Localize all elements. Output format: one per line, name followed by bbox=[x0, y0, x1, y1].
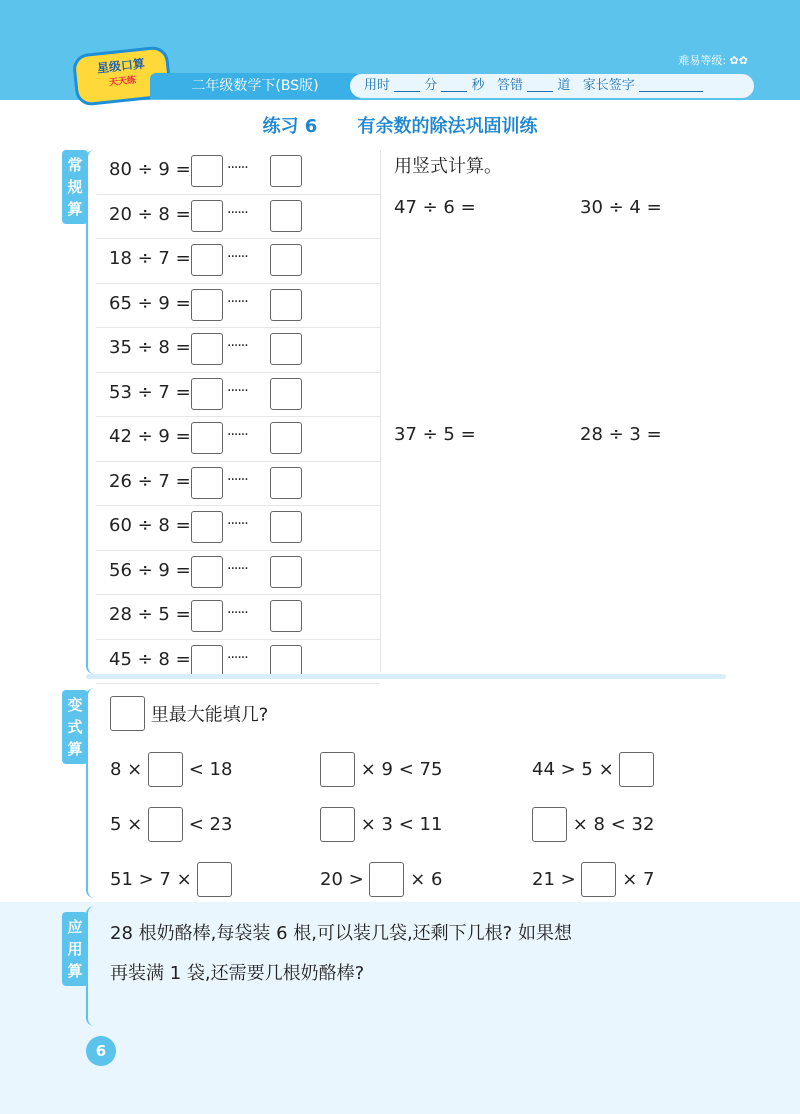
remainder-dots: ······ bbox=[227, 516, 248, 532]
sample-box bbox=[110, 696, 145, 731]
inequality-item bbox=[110, 752, 232, 787]
calc-row bbox=[96, 462, 380, 507]
calc-expression: 80 ÷ 9 = bbox=[109, 159, 191, 180]
quotient-box[interactable] bbox=[191, 155, 223, 187]
parent-sign-blank[interactable] bbox=[639, 79, 703, 92]
inequality-item bbox=[110, 807, 232, 842]
vertical-problem: 37 ÷ 5 = bbox=[394, 424, 476, 445]
section-bracket-applied bbox=[86, 906, 98, 1026]
inequality-item bbox=[320, 807, 442, 842]
quotient-box[interactable] bbox=[191, 556, 223, 588]
inequality-right: × 3 < 11 bbox=[360, 814, 443, 835]
answer-box[interactable] bbox=[369, 862, 404, 897]
remainder-dots: ······ bbox=[227, 560, 248, 577]
quotient-box[interactable] bbox=[191, 244, 223, 276]
remainder-box[interactable] bbox=[270, 422, 302, 454]
inequality-left: 20 > bbox=[320, 869, 364, 890]
inequality-item bbox=[532, 807, 654, 842]
inequality-right: × 7 bbox=[622, 869, 655, 890]
inequality-right: × 9 < 75 bbox=[360, 759, 443, 780]
minutes-label: 分 bbox=[424, 78, 438, 93]
calc-expression: 45 ÷ 8 = bbox=[109, 648, 191, 670]
remainder-box[interactable] bbox=[270, 200, 302, 232]
remainder-box[interactable] bbox=[270, 511, 302, 543]
inequality-right: < 23 bbox=[188, 814, 233, 835]
calc-row bbox=[96, 506, 380, 551]
remainder-box[interactable] bbox=[270, 244, 302, 276]
inequality-left: 51 > 7 × bbox=[110, 869, 192, 890]
inequality-item bbox=[110, 862, 232, 897]
word-problem bbox=[110, 914, 730, 994]
quotient-box[interactable] bbox=[191, 511, 223, 543]
inequality-right: < 18 bbox=[188, 759, 233, 780]
seconds-blank[interactable] bbox=[441, 79, 467, 92]
remainder-box[interactable] bbox=[270, 333, 302, 365]
calc-row bbox=[96, 595, 380, 640]
seconds-label: 秒 bbox=[471, 78, 485, 93]
remainder-dots: ······ bbox=[227, 204, 248, 221]
answer-box[interactable] bbox=[532, 807, 567, 842]
answer-box[interactable] bbox=[197, 862, 232, 897]
calc-expression: 60 ÷ 8 = bbox=[109, 515, 191, 536]
remainder-box[interactable] bbox=[270, 155, 302, 187]
inequality-left: 5 × bbox=[110, 814, 143, 835]
answer-box[interactable] bbox=[619, 752, 654, 787]
calc-row bbox=[96, 373, 380, 418]
inequality-left: 21 > bbox=[532, 869, 576, 890]
vertical-problem: 47 ÷ 6 = bbox=[394, 197, 476, 218]
remainder-dots: ······ bbox=[227, 605, 248, 621]
quotient-box[interactable] bbox=[191, 289, 223, 321]
remainder-dots: ······ bbox=[227, 160, 248, 176]
remainder-dots: ······ bbox=[227, 293, 248, 310]
page-title bbox=[0, 112, 800, 138]
difficulty-rating: 难易等级: ✿✿ bbox=[678, 54, 748, 67]
section-separator bbox=[86, 674, 726, 679]
exercise-topic: 有余数的除法巩固训练 bbox=[357, 116, 538, 137]
inequality-left: 44 > 5 × bbox=[532, 759, 614, 780]
section-label-applied: 应用算 bbox=[62, 912, 88, 986]
vertical-problem: 28 ÷ 3 = bbox=[580, 424, 662, 445]
answer-box[interactable] bbox=[148, 752, 183, 787]
remainder-box[interactable] bbox=[270, 378, 302, 410]
quotient-box[interactable] bbox=[191, 378, 223, 410]
remainder-dots: ······ bbox=[227, 249, 248, 265]
vertical-problem: 30 ÷ 4 = bbox=[580, 197, 662, 218]
exercise-number: 练习 6 bbox=[262, 116, 318, 137]
wrong-label: 答错 bbox=[497, 78, 524, 93]
grade-label: 二年级数学下(BS版) bbox=[150, 73, 360, 99]
inequality-right: × 8 < 32 bbox=[572, 814, 655, 835]
calc-row bbox=[96, 551, 380, 596]
calc-row bbox=[96, 328, 380, 373]
item-label: 道 bbox=[557, 78, 571, 93]
inequality-right: × 6 bbox=[410, 869, 443, 890]
quotient-box[interactable] bbox=[191, 333, 223, 365]
section-label-routine: 常规算 bbox=[62, 150, 88, 224]
calc-expression: 65 ÷ 9 = bbox=[109, 292, 191, 314]
inequality-item bbox=[320, 862, 442, 897]
quotient-box[interactable] bbox=[191, 600, 223, 632]
remainder-dots: ······ bbox=[227, 471, 248, 488]
quotient-box[interactable] bbox=[191, 645, 223, 677]
calc-row bbox=[96, 417, 380, 462]
inequality-item bbox=[532, 862, 654, 897]
inequality-item bbox=[532, 752, 654, 787]
answer-box[interactable] bbox=[320, 807, 355, 842]
inequality-item bbox=[320, 752, 442, 787]
section-bracket-variant bbox=[86, 688, 98, 898]
calc-expression: 42 ÷ 9 = bbox=[109, 426, 191, 447]
quotient-box[interactable] bbox=[191, 200, 223, 232]
answer-box[interactable] bbox=[320, 752, 355, 787]
inequality-left: 8 × bbox=[110, 759, 143, 780]
word-problem-line: 28 根奶酪棒,每袋装 6 根,可以装几袋,还剩下几根? 如果想 bbox=[110, 923, 572, 944]
calc-expression: 53 ÷ 7 = bbox=[109, 381, 191, 403]
page-number: 6 bbox=[86, 1036, 116, 1066]
calc-expression: 26 ÷ 7 = bbox=[109, 470, 191, 492]
answer-box[interactable] bbox=[148, 807, 183, 842]
quotient-box[interactable] bbox=[191, 467, 223, 499]
routine-list bbox=[96, 150, 380, 684]
quotient-box[interactable] bbox=[191, 422, 223, 454]
remainder-dots: ······ bbox=[227, 338, 248, 354]
remainder-dots: ······ bbox=[227, 649, 248, 666]
brand-main-text: 星级口算 bbox=[96, 56, 146, 76]
remainder-box[interactable] bbox=[270, 645, 302, 677]
section-label-variant: 变式算 bbox=[62, 690, 88, 764]
variant-question bbox=[110, 696, 268, 731]
calc-expression: 56 ÷ 9 = bbox=[109, 559, 191, 581]
calc-expression: 18 ÷ 7 = bbox=[109, 248, 191, 269]
timer-bar bbox=[350, 74, 754, 98]
word-problem-line: 再装满 1 袋,还需要几根奶酪棒? bbox=[110, 963, 365, 984]
calc-expression: 35 ÷ 8 = bbox=[109, 337, 191, 358]
calc-row bbox=[96, 239, 380, 284]
remainder-box[interactable] bbox=[270, 556, 302, 588]
calc-row bbox=[96, 195, 380, 240]
calc-expression: 20 ÷ 8 = bbox=[109, 203, 191, 225]
remainder-box[interactable] bbox=[270, 467, 302, 499]
calc-expression: 28 ÷ 5 = bbox=[109, 604, 191, 625]
remainder-dots: ······ bbox=[227, 382, 248, 399]
remainder-dots: ······ bbox=[227, 427, 248, 443]
brand-sub-text: 天天练 bbox=[108, 75, 137, 89]
wrong-count-blank[interactable] bbox=[527, 79, 553, 92]
time-label: 用时 bbox=[364, 78, 391, 93]
remainder-box[interactable] bbox=[270, 289, 302, 321]
column-divider bbox=[380, 150, 381, 672]
vertical-calc-title: 用竖式计算。 bbox=[394, 156, 502, 177]
variant-question-text: 里最大能填几? bbox=[150, 704, 269, 726]
calc-row bbox=[96, 150, 380, 195]
parent-sign-label: 家长签字 bbox=[582, 78, 635, 93]
remainder-box[interactable] bbox=[270, 600, 302, 632]
answer-box[interactable] bbox=[581, 862, 616, 897]
minutes-blank[interactable] bbox=[394, 79, 420, 92]
calc-row bbox=[96, 284, 380, 329]
